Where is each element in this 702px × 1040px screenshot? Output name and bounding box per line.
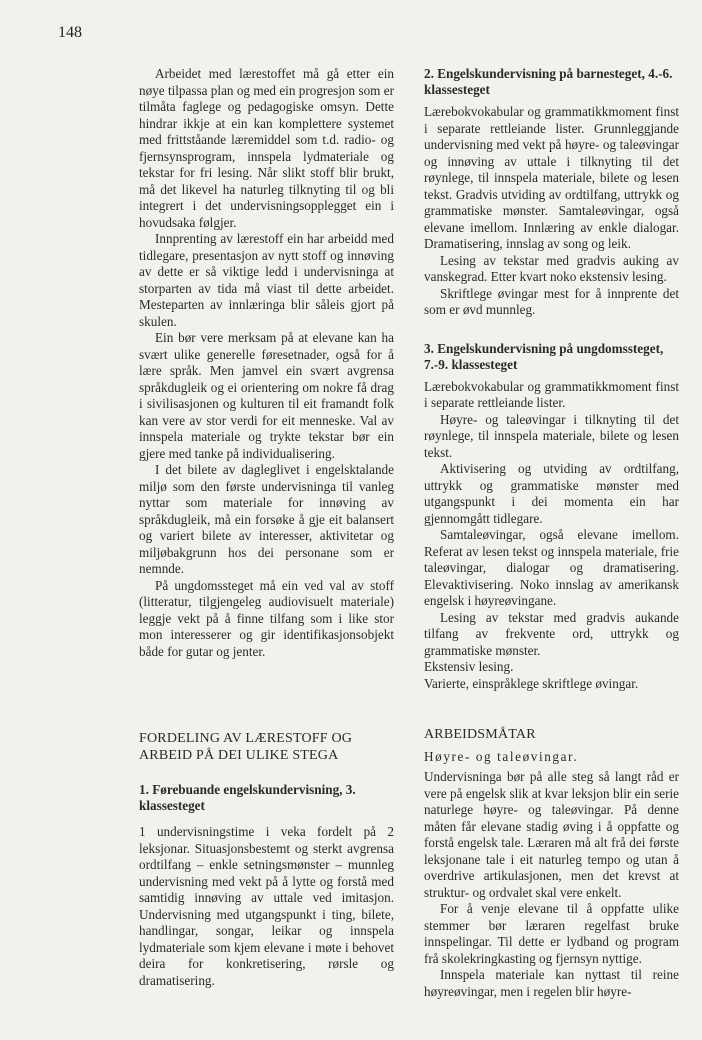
subsection-heading: 3. Engelskundervisning på ungdomssteget, 7.-9. klassesteget bbox=[424, 340, 664, 372]
methods-heading: ARBEIDSMÅTAR bbox=[424, 727, 536, 742]
paragraph: Innprenting av lærestoff ein har arbeidd med tidlegare, presentasjon av nytt stoff og innøving av dette er så viktige ledd i undervisninga at storparten av tida må viast til dette arbeidet. Mesteparten av innlæringa blir såleis gjort på skulen. bbox=[139, 231, 394, 329]
subsection-heading: 1. Førebuande engelskundervisning, 3. klassesteget bbox=[139, 782, 356, 813]
paragraph: På ungdomssteget må ein ved val av stoff (litteratur, tilgjengeleg audiovisuelt materiale) leggje vekt på å finne tilfang som i like stor mon interesserer og gir identifikasjonsobjekt både for gutar og jenter. bbox=[139, 577, 394, 659]
paragraph: Arbeidet med lærestoffet må gå etter ein nøye tilpassa plan og med ein progresjon som er tilmåta faglege og pedagogiske omsyn. Dette hindrar ikkje at ein kan komplettere systemet med frittståande læremiddel som t.d. radio- og fjernsynsprogram, innspela lydmateriale og tekstar for fri lesing. Når slikt stoff blir brukt, må det likevel ha naturleg tilknyting til og bli integrert i det undervisningsopplegget ein i hovudsaka følgjer. bbox=[139, 66, 394, 230]
paragraph: Høyre- og taleøvingar i tilknyting til det røynlege, til innspela materiale, bilete og lesen tekst. bbox=[424, 411, 679, 460]
subsection-heading: 2. Engelskundervisning på barnesteget, 4.-6. klassesteget bbox=[424, 66, 673, 97]
paragraph: For å venje elevane til å oppfatte ulike stemmer bør læraren regelfast bruke innspelingar. Til dette er lydband og program frå skolekringkasting og fjernsyn nyttige. bbox=[424, 901, 679, 966]
paragraph: Skriftlege øvingar mest for å innprente det som er øvd munnleg. bbox=[424, 285, 679, 317]
section-heading: FORDELING AV LÆRESTOFF OG ARBEID PÅ DEI ULIKE STEGA bbox=[139, 731, 353, 763]
paragraph: Varierte, einspråklege skriftlege øvingar. bbox=[424, 675, 639, 691]
paragraph: 1 undervisningstime i veka fordelt på 2 leksjonar. Situasjonsbestemt og sterkt avgrensa ordtilfang – enkle setningsmønster – munnleg undervisning med vekt på å lytte og forstå med samtidig innøving av uttale ved imitasjon. Undervisning med utgangspunkt i ting, bilete, handlingar, songar, leikar og innspela lydmateriale som kjem elevane i møte i behovet deira for konkretisering, rørsle og dramatisering. bbox=[139, 824, 394, 988]
paragraph: Lærebokvokabular og grammatikkmoment finst i separate rettleiande lister. bbox=[424, 378, 679, 410]
paragraph: Samtaleøvingar, også elevane imellom. Referat av lesen tekst og innspela materiale, frie taleøvingar, dialogar og dramatisering. Elevaktivisering. Noko innslag av amerikansk engelsk i høyreøvingane. bbox=[424, 527, 679, 608]
paragraph: Undervisninga bør på alle steg så langt råd er vere på engelsk slik at kvar leksjon blir ein serie naturlege høyre- og taleøvingar. På denne måten får elevane stadig øving i å oppfatte og forstå engelsk tale. Læraren må alt frå dei første leksjonane tale i eit naturleg tempo og utan å overdrive artikulasjonen, men det krevst at struktur- og ordvalet skal vere enkelt. bbox=[424, 769, 679, 900]
paragraph: Innspela materiale kan nyttast til reine høyreøvingar, men i regelen blir høyre- bbox=[424, 967, 679, 999]
paragraph: Lærebokvokabular og grammatikkmoment finst i separate rettleiande lister. Grunnleggjande undervisning med vekt på høyre- og taleøvingar og innøving av uttale i tilknyting til det røynlege, til innspela materiale, bilete og lesen tekst. Gradvis utviding av ordtilfang, uttrykk og grammatiske mønster. Samtaleøvingar, også elevane imellom. Innlæring av enkle dialogar. Dramatisering, innslag av song og leik. bbox=[424, 104, 679, 251]
paragraph: I det bilete av dagleglivet i engelsktalande miljø som den første undervisninga til vanleg nyttar som materiale for innøving av språkdugleik, må ein forsøke å gje eit balansert og variert bilete av interesser, aktivitetar og miljøbakgrunn hos dei personane som er nemnde. bbox=[139, 462, 394, 576]
paragraph: Ein bør vere merksam på at elevane kan ha svært ulike generelle føresetnader, også for å lære språk. Men jamvel ein svært avgrensa språkdugleik og ei orientering om nokre få drag i sivilisasjonen og kulturen til eit framandt folk kan vere av stor verdi for eit menneske. Val av innspela materiale og trykte tekstar bør ein gjere med tanke på individualisering. bbox=[139, 330, 394, 461]
paragraph: Lesing av tekstar med gradvis aukande tilfang av frekvente ord, uttrykk og grammatiske mønster. bbox=[424, 609, 679, 658]
paragraph: Ekstensiv lesing. bbox=[424, 659, 514, 674]
page-number: 148 bbox=[58, 24, 82, 41]
left-column bbox=[139, 66, 394, 989]
right-column bbox=[424, 66, 679, 1000]
paragraph: Aktivisering og utviding av ordtilfang, uttrykk og grammatiske mønster med utgangspunkt i dei momenta ein har gjennomgått tidlegare. bbox=[424, 461, 679, 526]
paragraph: Lesing av tekstar med gradvis auking av vanskegrad. Etter kvart noko ekstensiv lesing. bbox=[424, 252, 679, 284]
methods-subheading: Høyre- og taleøvingar. bbox=[424, 749, 579, 764]
